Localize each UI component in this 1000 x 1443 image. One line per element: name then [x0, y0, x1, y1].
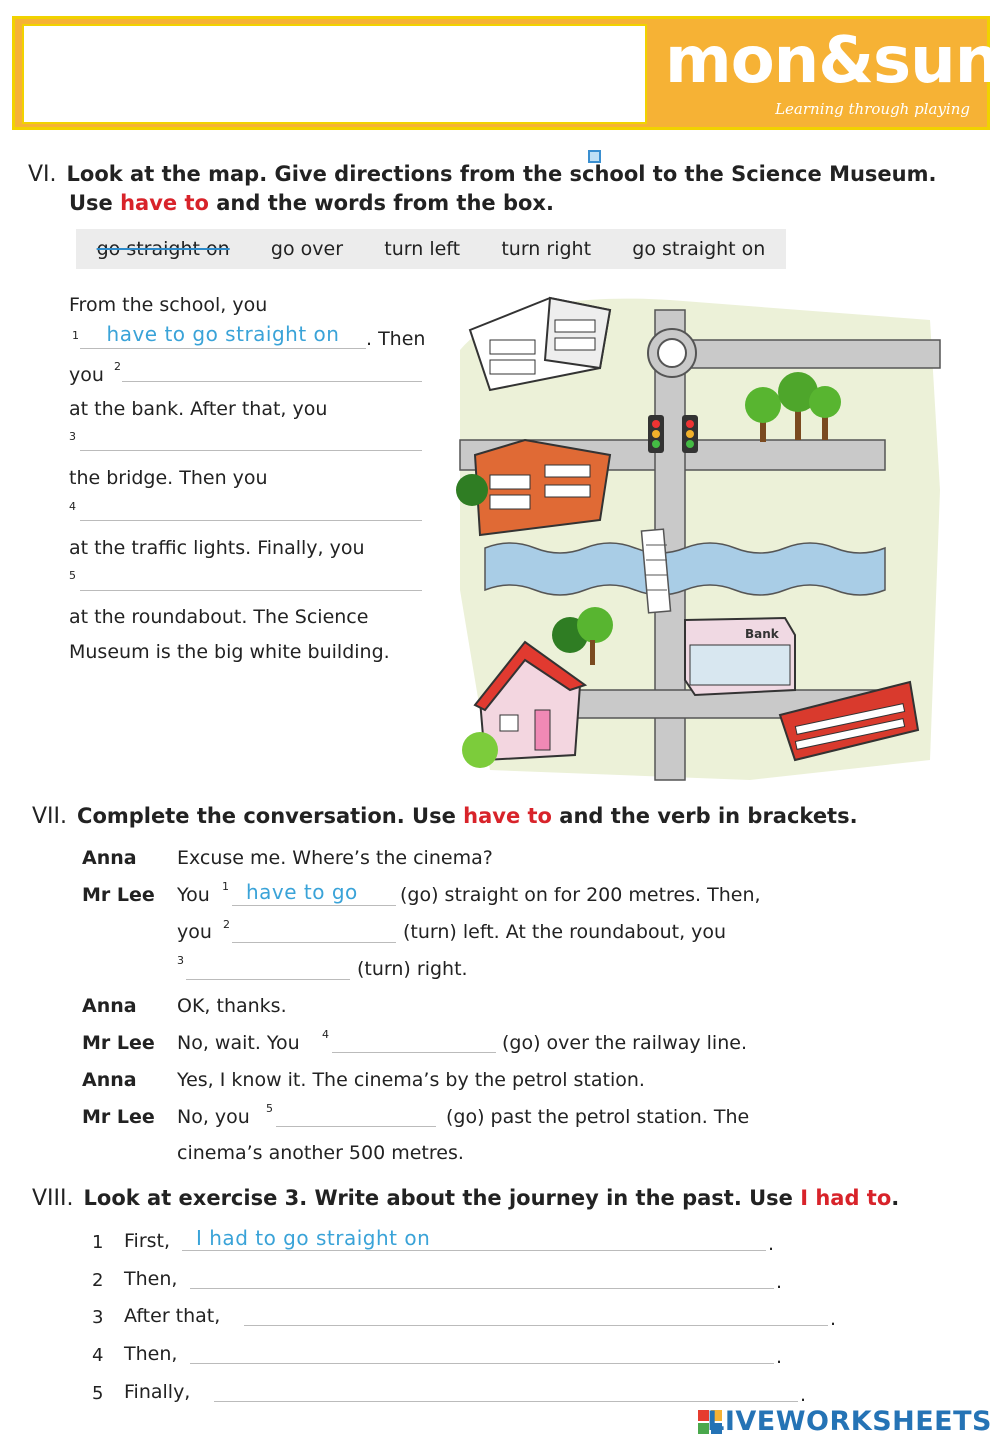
item-period: .: [776, 1271, 783, 1293]
section-7-title: [32, 802, 992, 831]
conv-line-4-post: (turn) right.: [357, 958, 468, 980]
item-number: 3: [92, 1307, 104, 1328]
item-number: 5: [92, 1383, 104, 1404]
num-1: 1: [72, 329, 79, 342]
speaker-anna: Anna: [82, 1069, 137, 1091]
s7-title-red: have to: [463, 804, 552, 828]
item-period: .: [776, 1346, 783, 1368]
speaker-anna: Anna: [82, 995, 137, 1017]
num-4: 4: [69, 500, 76, 513]
speaker-mrlee: Mr Lee: [82, 1106, 155, 1128]
num-5: 5: [69, 569, 76, 582]
conv-line-3-pre: you: [177, 921, 212, 943]
s8-title-pre: Look at exercise 3. Write about the journey in the past. Use: [83, 1186, 801, 1210]
conv-num-2: 2: [223, 918, 230, 931]
conv-num-5: 5: [266, 1102, 273, 1115]
conv-answer-1-field[interactable]: [232, 880, 396, 906]
num-2: 2: [114, 360, 121, 373]
conv-line-9: cinema’s another 500 metres.: [177, 1142, 464, 1164]
speaker-anna: Anna: [82, 847, 137, 869]
section-8-title: [32, 1184, 992, 1213]
section-6-line1: Look at the map. Give directions from the school to the Science Museum.: [66, 162, 937, 186]
item-4-answer-field[interactable]: [190, 1339, 774, 1364]
word-chip: go over: [270, 238, 344, 260]
speaker-mrlee: Mr Lee: [82, 884, 155, 906]
conv-num-3: 3: [177, 954, 184, 967]
subtitle-pre: Use: [69, 191, 121, 215]
conv-line-2-post: (go) straight on for 200 metres. Then,: [400, 884, 761, 906]
item-number: 4: [92, 1345, 104, 1366]
conv-line-8-pre: No, you: [177, 1106, 250, 1128]
s8-title-post: .: [891, 1186, 900, 1210]
roundabout-center: [658, 339, 686, 367]
conv-line-3-post: (turn) left. At the roundabout, you: [403, 921, 727, 943]
item-lead: After that,: [124, 1305, 221, 1327]
conv-line-6-pre: No, wait. You: [177, 1032, 300, 1054]
answer-2-field[interactable]: [122, 356, 422, 382]
bank-building: [685, 618, 795, 695]
para-lights: at the traffic lights. Finally, you: [69, 537, 365, 559]
subtitle-red: have to: [120, 191, 209, 215]
item-period: .: [830, 1308, 837, 1330]
item-number: 1: [92, 1232, 104, 1253]
brand-logo: mon&sun: [665, 24, 1000, 98]
item-2-answer-field[interactable]: [190, 1264, 774, 1289]
item-lead: Finally,: [124, 1381, 191, 1403]
para-bridge: the bridge. Then you: [69, 467, 268, 489]
section-6-number: VI.: [28, 162, 57, 187]
item-lead: First,: [124, 1230, 171, 1252]
para-you: you: [69, 364, 104, 386]
s8-title-red: I had to: [800, 1186, 892, 1210]
item-lead: Then,: [124, 1268, 178, 1290]
subtitle-post: and the words from the box.: [208, 191, 554, 215]
conv-line-7: Yes, I know it. The cinema’s by the petrol station.: [177, 1069, 645, 1091]
conv-answer-5-field[interactable]: [276, 1102, 436, 1127]
s7-title-pre: Complete the conversation. Use: [77, 804, 464, 828]
conv-line-1: Excuse me. Where’s the cinema?: [177, 847, 493, 869]
word-box: [76, 229, 786, 269]
item-period: .: [768, 1233, 775, 1255]
answer-1-text: have to go straight on: [106, 322, 340, 346]
brand-tagline: Learning through playing: [775, 100, 970, 118]
word-chip: go straight on: [96, 238, 230, 260]
traffic-light-left: [648, 415, 664, 453]
conv-line-8-post: (go) past the petrol station. The: [446, 1106, 750, 1128]
road-top: [665, 340, 940, 368]
answer-1-field[interactable]: [80, 322, 366, 349]
conv-answer-4-field[interactable]: [332, 1028, 496, 1053]
name-field[interactable]: [22, 24, 647, 124]
answer-5-field[interactable]: [80, 565, 422, 591]
para-from: From the school, you: [69, 294, 268, 316]
conv-line-2-pre: You: [177, 884, 210, 906]
bank-sign: Bank: [745, 627, 779, 641]
school-building: [456, 440, 610, 535]
item-period: .: [800, 1384, 807, 1406]
section-8-number: VIII.: [32, 1186, 74, 1211]
traffic-light-right: [682, 415, 698, 453]
s7-title-post: and the verb in brackets.: [552, 804, 858, 828]
item-1-answer-text: I had to go straight on: [196, 1226, 431, 1250]
para-roundabout: at the roundabout. The Science: [69, 606, 369, 628]
conv-line-6-post: (go) over the railway line.: [502, 1032, 747, 1054]
section-7-number: VII.: [32, 804, 68, 829]
word-chip: turn left: [384, 238, 461, 260]
conv-answer-3-field[interactable]: [186, 955, 350, 980]
para-bank: at the bank. After that, you: [69, 398, 328, 420]
river: [485, 543, 885, 595]
conv-num-1: 1: [222, 880, 229, 893]
speaker-mrlee: Mr Lee: [82, 1032, 155, 1054]
section-6-subtitle: [69, 189, 969, 218]
item-3-answer-field[interactable]: [244, 1301, 828, 1326]
item-number: 2: [92, 1270, 104, 1291]
num-3: 3: [69, 430, 76, 443]
conv-line-5: OK, thanks.: [177, 995, 287, 1017]
conv-answer-1-text: have to go: [246, 880, 358, 904]
word-chip: go straight on: [632, 238, 766, 260]
item-1-answer-field[interactable]: [182, 1226, 766, 1251]
para-then: . Then: [366, 328, 426, 350]
conv-answer-2-field[interactable]: [232, 918, 396, 943]
item-5-answer-field[interactable]: [214, 1377, 798, 1402]
town-map: [450, 290, 945, 785]
section-6-title: [28, 160, 988, 189]
liveworksheets-brand[interactable]: LIVEWORKSHEETS: [707, 1406, 992, 1437]
para-museum: Museum is the big white building.: [69, 641, 390, 663]
item-lead: Then,: [124, 1343, 178, 1365]
word-chip: turn right: [501, 238, 592, 260]
conv-num-4: 4: [322, 1028, 329, 1041]
answer-3-field[interactable]: [80, 425, 422, 451]
answer-4-field[interactable]: [80, 495, 422, 521]
